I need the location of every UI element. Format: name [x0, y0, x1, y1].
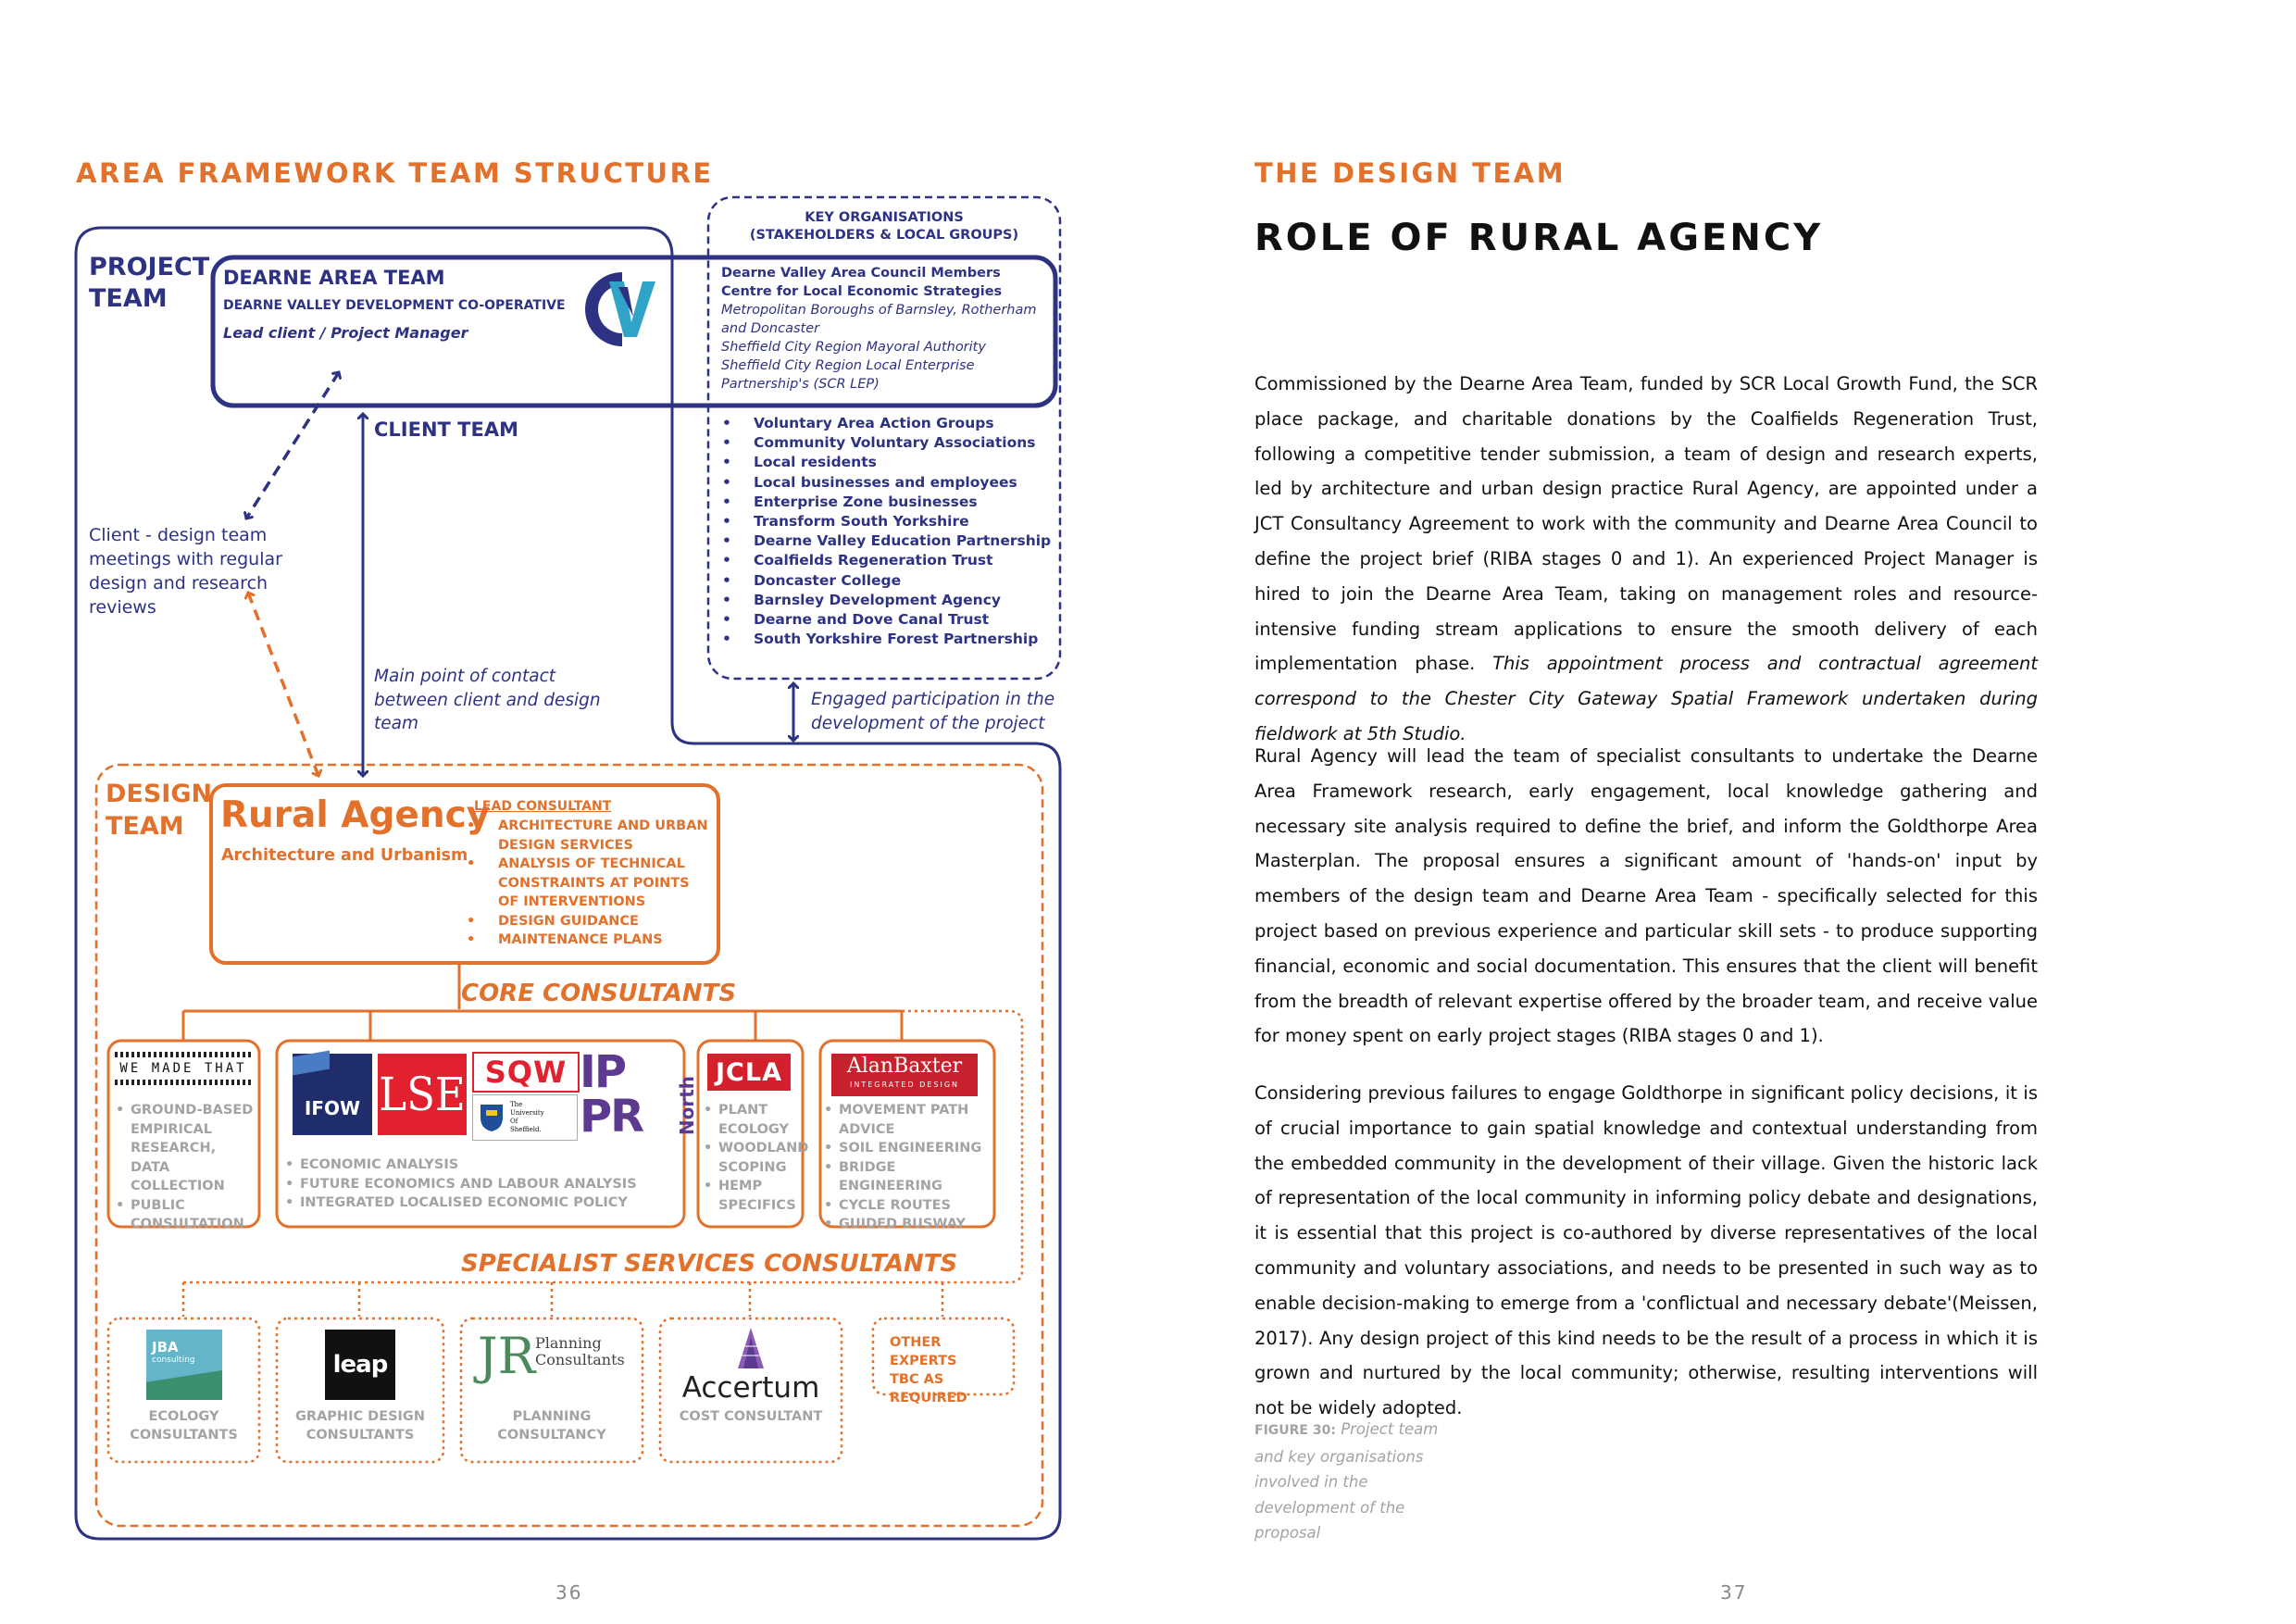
list-item: • HEMP SPECIFICS — [704, 1177, 801, 1215]
jcla-services — [704, 1101, 809, 1215]
jba-logo: JBA consulting — [146, 1330, 222, 1400]
ifow-logo: IFOW — [293, 1054, 372, 1135]
project-team-label: PROJECT TEAM — [89, 253, 210, 313]
key-orgs-inner: Dearne Valley Area Council Members Centre for Local Economic Strategies Metropolitan Boroughs of Barnsley, Rotherham and Doncaster Sheffield City Region Mayoral Authority Sheffield City Region Local Enterprise Partnership's (SCR LEP) — [721, 266, 1037, 392]
accertum-label: COST CONSULTANT — [679, 1409, 823, 1424]
list-item: • Barnsley Development Agency — [718, 591, 1052, 610]
jr-logo: JR Planning Consultants — [478, 1327, 625, 1385]
list-item: • Dearne and Dove Canal Trust — [718, 610, 1052, 630]
rural-agency-services — [463, 817, 713, 950]
right-page-title: ROLE OF RURAL AGENCY — [1254, 217, 1824, 259]
jcla-logo: JCLA — [707, 1054, 791, 1091]
econ-services — [285, 1156, 674, 1213]
list-item: • Dearne Valley Education Partnership — [718, 531, 1052, 551]
client-design-note: Client - design team meetings with regular design and research reviews — [89, 525, 282, 618]
paragraph-2: Rural Agency will lead the team of specialist consultants to undertake the Dearne Area Framework research, early engagement, local knowledge gathering and necessary site analysis required to define the brief, and inform the Goldthorpe Area Masterplan. The proposal ensures a significant amount of 'hands-on' input by members of the design team and Dearne Area Team - specifically selected for this project based on previous experience and particular skill sets - to produce supporting financial, economic and social documentation. This ensures that the client will benefit from the breadth of relevant expertise offered by the broader team, and receive value for money spent on early project stages (RIBA stages 0 and 1). — [1254, 745, 2038, 1047]
list-item: • Voluntary Area Action Groups — [718, 414, 1052, 433]
accertum-tower-icon — [732, 1328, 769, 1368]
jba-label: ECOLOGY CONSULTANTS — [130, 1409, 238, 1443]
ippr-logo: IPPR North — [580, 1046, 698, 1143]
list-item: • Transform South Yorkshire — [718, 512, 1052, 531]
dearne-team-title: DEARNE AREA TEAM — [223, 267, 445, 289]
dearne-logo — [581, 269, 667, 350]
list-item: • FUTURE ECONOMICS AND LABOUR ANALYSIS — [285, 1175, 674, 1194]
leap-label: GRAPHIC DESIGN CONSULTANTS — [295, 1409, 425, 1443]
list-item: • CYCLE ROUTES — [824, 1196, 995, 1216]
rural-agency-name: Rural Agency — [220, 794, 491, 836]
client-meeting-arrow — [246, 372, 339, 518]
key-orgs-list — [718, 414, 1052, 649]
rural-agency-subtitle: Architecture and Urbanism — [221, 846, 468, 865]
paragraph-1: Commissioned by the Dearne Area Team, funded by SCR Local Growth Fund, the SCR place package, and charitable donations by the Coalfields Regeneration Trust, following a competitive tender submission, a team of design and research experts, led by architecture and urban design practice Rural Agency, are appointed under a JCT Consultancy Agreement to work with the community and Dearne Area Council to define the project brief (RIBA stages 0 and 1). An experienced Project Manager is hired to join the Dearne Area Team, taking on management roles and resource-intensive funding stream applications to ensure the smooth delivery of each implementation phase. This appointment process and contractual agreement correspond to the Chester City Gateway Spatial Framework undertaken during fieldwork at 5th Studio. — [1254, 373, 2038, 744]
list-item: • INTEGRATED LOCALISED ECONOMIC POLICY — [285, 1193, 674, 1213]
left-page-number: 36 — [555, 1581, 583, 1604]
list-item: • DESIGN GUIDANCE — [463, 912, 713, 931]
jr-label: PLANNING CONSULTANCY — [497, 1409, 606, 1443]
list-item: • Community Voluntary Associations — [718, 433, 1052, 453]
sqw-logo: SQW — [472, 1052, 580, 1093]
alan-baxter-services — [824, 1101, 995, 1234]
list-item: • MAINTENANCE PLANS — [463, 931, 713, 950]
sheffield-logo: The University Of Sheffield. — [472, 1094, 578, 1141]
list-item: • Local residents — [718, 453, 1052, 472]
main-contact-note: Main point of contact between client and design team — [374, 667, 601, 733]
right-page-kicker: THE DESIGN TEAM — [1254, 157, 1566, 189]
right-page-number: 37 — [1720, 1581, 1748, 1604]
accertum-logo: Accertum — [660, 1328, 842, 1402]
list-item: • ARCHITECTURE AND URBAN DESIGN SERVICES — [463, 817, 713, 855]
lead-consultant-label: LEAD CONSULTANT — [474, 799, 612, 814]
figure-caption: FIGURE 30: Project team and key organisations involved in the development of the proposal — [1254, 1420, 1439, 1542]
list-item: • BRIDGE ENGINEERING — [824, 1158, 995, 1196]
dearne-team-role: Lead client / Project Manager — [223, 324, 468, 342]
list-item: • Enterprise Zone businesses — [718, 493, 1052, 512]
list-item: • ECONOMIC ANALYSIS — [285, 1156, 674, 1175]
list-item: • GROUND-BASED EMPIRICAL RESEARCH, DATA COLLECTION — [116, 1101, 255, 1196]
design-team-label: DESIGN TEAM — [106, 780, 213, 841]
wmt-services — [116, 1101, 255, 1234]
list-item: • PUBLIC CONSULTATION — [116, 1196, 255, 1234]
list-item: • Local businesses and employees — [718, 473, 1052, 493]
list-item: • SOIL ENGINEERING — [824, 1139, 995, 1158]
list-item: • GUIDED BUSWAY — [824, 1215, 995, 1234]
dearne-team-subtitle: DEARNE VALLEY DEVELOPMENT CO-OPERATIVE — [223, 298, 566, 313]
list-item: • Coalfields Regeneration Trust — [718, 551, 1052, 570]
wmt-logo: WE MADE THAT — [115, 1052, 252, 1085]
list-item: • PLANT ECOLOGY — [704, 1101, 801, 1139]
core-consultants-label: CORE CONSULTANTS — [461, 980, 737, 1007]
list-item: • ANALYSIS OF TECHNICAL CONSTRAINTS AT POINTS OF INTERVENTIONS — [463, 855, 713, 912]
list-item: • Doncaster College — [718, 571, 1052, 591]
key-orgs-title: KEY ORGANISATIONS (STAKEHOLDERS & LOCAL GROUPS) — [749, 210, 1019, 243]
other-experts: OTHER EXPERTS TBC AS REQUIRED — [890, 1335, 967, 1405]
client-team-label: CLIENT TEAM — [374, 418, 518, 441]
leap-logo: leap — [325, 1330, 395, 1400]
lse-logo: LSE — [378, 1054, 467, 1135]
list-item: • South Yorkshire Forest Partnership — [718, 630, 1052, 649]
specialist-consultants-label: SPECIALIST SERVICES CONSULTANTS — [461, 1250, 958, 1278]
paragraph-3: Considering previous failures to engage Goldthorpe in significant policy decisions, it is of crucial importance to gain spatial knowledge and contextual understanding from the embedded community in the development of their village. Given the historic lack of representation of the local community in informing policy debate and designations, it is essential that this project is co-authored by diverse representatives of the local community and voluntary associations, and needs to be presented in such way as to enable decision-making to emerge from a 'conflictual and necessary debate'(Meissen, 2017). Any design project of this kind needs to be the result of a process in which it is grown and nurtured by the local community; otherwise, resulting interventions will not be widely adopted. — [1254, 1082, 2038, 1419]
list-item: • WOODLAND SCOPING — [704, 1139, 801, 1177]
engaged-note: Engaged participation in the development of the project — [811, 690, 1055, 733]
list-item: • MOVEMENT PATH ADVICE — [824, 1101, 995, 1139]
alan-baxter-logo: AlanBaxter INTEGRATED DESIGN — [831, 1054, 978, 1096]
design-meeting-arrow — [248, 593, 318, 776]
left-page-heading: AREA FRAMEWORK TEAM STRUCTURE — [76, 157, 714, 189]
